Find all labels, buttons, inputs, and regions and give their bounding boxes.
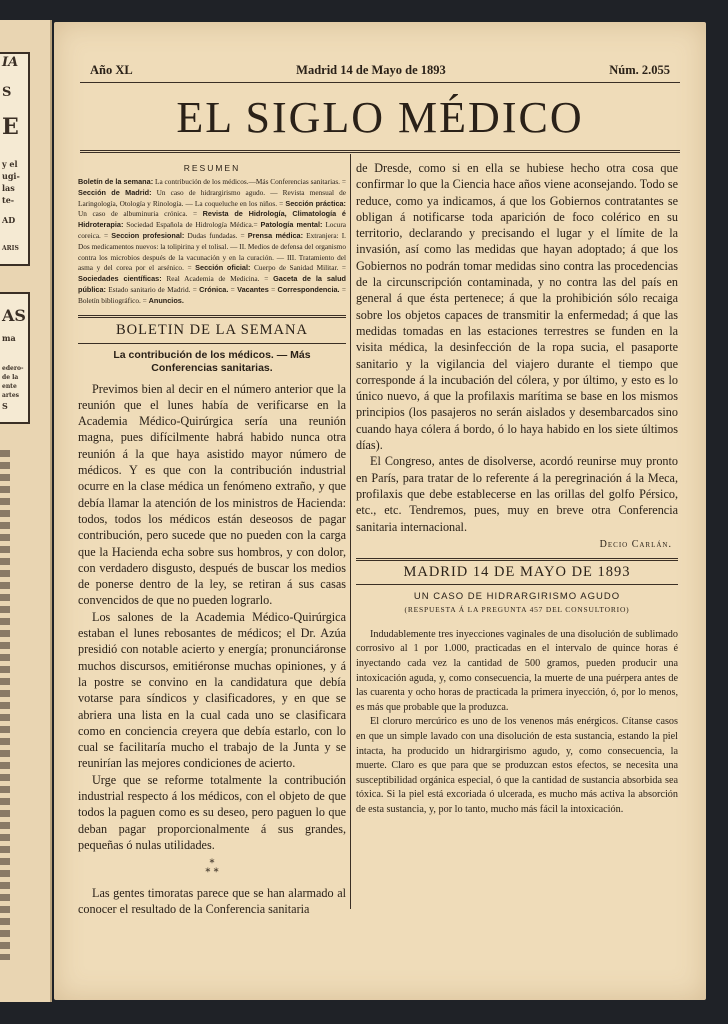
- right-column: [356, 160, 678, 818]
- header-rule: [80, 82, 680, 83]
- left-page-text: artes: [2, 392, 20, 399]
- resumen-heading: RESUMEN: [183, 163, 241, 173]
- left-page-text: ARIS: [2, 245, 19, 252]
- resumen-item-text: =: [268, 284, 278, 294]
- resumen-item-label: Crónica.: [199, 284, 229, 294]
- left-page-text: AS: [2, 306, 26, 325]
- resumen-item-text: Estado sanitario de Madrid. =: [105, 284, 200, 294]
- resumen-item-text: La contribución de los médicos.—Más Conferencias sanitarias. =: [153, 177, 346, 186]
- case-body: [356, 628, 678, 818]
- masthead-title: EL SIGLO MÉDICO: [176, 93, 584, 142]
- boletin-paragraph: Las gentes timoratas parece que se han alarmado al conocer el resultado de la Conferencia sanitaria: [78, 886, 346, 917]
- resumen-item-label: Patología mental:: [260, 220, 323, 230]
- newspaper-page: [54, 22, 706, 1000]
- case-subtitle: (RESPUESTA Á LA PREGUNTA 457 DEL CONSULTORIO): [404, 604, 630, 614]
- author-signature: Decio Carlán.: [599, 538, 672, 550]
- issue-number: Núm. 2.055: [609, 63, 670, 77]
- conference-paragraph: de Dresde, como si en ella se hubiese hecho otra cosa que confirmar lo que la Ciencia hace años viene aconsejando. Todo se reduce, como ya indicamos, á que los Gobiernos contratantes se obligan á notificarse toda aparición de foco colérico en su territorio, declarando y precisando el lugar y el límite de la invasión, así como las medidas que hayan adoptado; á que los Gobiernos no podrán tomar medidas sino contra las procedencias de la circunscripción contaminada, y no contra las del país en general á que ésta pertenece; á que la prohibición sólo recaiga sobre los objetos capaces de transmitir la enfermedad; á que las medidas tomadas en las estaciones terrestres se funden en la visita médica, la desinfección de la ropa sucia, el pasaporte sanitario y la vigilancia del viajero durante el tiempo que corresponde á la incubación del cólera, y por último, y esto es lo único nuevo, á que la profilaxis marítima se base en los mismos principios (los pasajeros no serán aislados y desembarcados sino cuando haya cólera á bordo, ó lo haya habido en los siete últimos días).: [356, 161, 678, 453]
- resumen-item-label: Correspondencia.: [277, 284, 340, 294]
- resumen-item-text: Un caso de hidrargirismo agudo. — Revista mensual de Laringología, Otología y Rinología. — La coqueluche en los niños. =: [78, 187, 346, 208]
- left-page-text: AD: [2, 215, 16, 225]
- conference-body: [356, 160, 678, 535]
- boletin-subtitle-line: Conferencias sanitarias.: [151, 361, 273, 374]
- boletin-continuation: [78, 885, 346, 918]
- issue-header: [90, 63, 670, 78]
- issue-year: Año XL: [90, 63, 133, 77]
- left-page-ad-box-2: [0, 292, 30, 424]
- resumen-item-text: Cuerpo de Sanidad Militar. =: [250, 263, 346, 273]
- resumen-item-text: Real Academia de Medicina. =: [161, 274, 274, 284]
- resumen-item-label: Prensa médica:: [247, 230, 304, 240]
- resumen-item-text: Extranjera: I. Dos medicamentos nuevos: la tolipirina y el tolisal. — II. Medios de defensa del organismo contra los microbios después de la vacunación y en la curación. — III. Tratamiento del asma y del corea por el arsénico. =: [78, 230, 346, 273]
- left-page-text: ente: [2, 383, 17, 390]
- left-page-text: ugi-: [2, 171, 20, 181]
- column-divider: [350, 154, 351, 909]
- left-page-text: ma: [2, 333, 16, 343]
- case-paragraph: El cloruro mercúrico es uno de los venenos más enérgicos. Cítanse casos en que un simple lavado con una disolución de esta sustancia, estando la piel intacta, ha producido un hidrargirismo agudo, y, como consecuencia, la muerte. Claro es que para que se produzcan estos efectos, se necesita una susceptibilidad orgánica especial, ó que la cantidad de sustancia absorbida sea tóxica. Si la piel está excoriada ó ulcerada, es mucho más activa la absorción de esta sustancia, y, por lo tanto, mucho más fácil la intoxicación.: [356, 716, 678, 815]
- page-binding: [0, 450, 10, 960]
- resumen-item-text: Sociedad Española de Hidrología Médica.=: [123, 220, 261, 230]
- left-page-text: E: [2, 114, 19, 140]
- left-page-text: S: [2, 85, 12, 100]
- case-title: UN CASO DE HIDRARGIRISMO AGUDO: [413, 590, 621, 602]
- boletin-subtitle-line: La contribución de los médicos. — Más: [113, 348, 311, 361]
- resumen-item-text: Un caso de albuminuria crónica. =: [78, 209, 203, 219]
- resumen-item-label: Anuncios.: [148, 295, 184, 305]
- boletin-section-title: BOLETIN DE LA SEMANA: [78, 315, 346, 344]
- resumen-item-label: Gaceta de la salud pública:: [78, 274, 346, 294]
- boletin-body: [78, 381, 346, 854]
- case-paragraph: Indudablemente tres inyecciones vaginales de una disolución de sublimado corrosivo al 1 por 1.000, practicadas en el intervalo de quince horas é inyectando cada vez la cantidad de 500 gramos, pueden producir una intoxicación aguda, y, como consecuencia, la muerte de una puérpera antes de las cuarenta y ocho horas de practicada la primera inyección, ó, por lo menos, es más que probable que la produzca.: [356, 628, 678, 713]
- resumen-item-label: Sección de Madrid:: [78, 187, 152, 197]
- boletin-subtitle: [78, 349, 346, 375]
- boletin-paragraph: Previmos bien al decir en el número anterior que la reunión que el lunes había de verificarse en la Academia Médico-Quirúrgica sería una reunión magna, pues difícilmente habrá habido nunca otra reunión á la que haya asistido mayor número de médicos. Y es que con la contribución industrial ocurre en la clase médica un fenómeno extraño, y que debía llamar la atención de los ministros de Hacienda: todos, todos los médicos están deseosos de pagar contribución, pero sucede que no pueden con la carga que la Hacienda echa sobre sus hombros, y con dolor, con verdadero disgusto, después de buscar los medios de ponerse dentro de la ley, se retiran á sus casas convencidos de que no pueden lograrlo.: [78, 381, 346, 608]
- left-facing-page: [0, 20, 52, 1002]
- resumen-item-label: Sección oficial:: [195, 263, 251, 273]
- resumen-item-label: Vacantes: [237, 284, 269, 294]
- left-page-text: y el: [2, 159, 18, 169]
- resumen-item-text: = Boletín bibliográfico. =: [78, 284, 346, 305]
- resumen-item-label: Sección práctica:: [285, 198, 346, 208]
- resumen-item-text: =: [228, 284, 238, 294]
- left-column: [78, 160, 346, 918]
- left-page-text: las: [2, 183, 15, 193]
- resumen-item-text: Dudas fundadas. =: [184, 230, 248, 240]
- madrid-date-heading: MADRID 14 DE MAYO DE 1893: [356, 558, 678, 585]
- left-page-ad-box-1: [0, 52, 30, 266]
- left-page-text: S: [2, 401, 8, 411]
- boletin-paragraph: Urge que se reforme totalmente la contribución industrial respecto á los médicos, con el objeto de que todos la paguen como es su deseo, pero paguen lo que deban pagar proporcionalmente á sus grandes, pequeñas ó nulas utilidades.: [78, 772, 346, 852]
- boletin-paragraph: Los salones de la Academia Médico-Quirúrgica estaban el lunes rebosantes de médicos; el Dr. Azúa presidió con notable acierto y energía; pronunciáronse muchos discursos, emitiéronse muchas opiniones, y á la postre se convino en la candidatura que debía votarse para síndicos y clasificadores, y en que se abriera una lista en la cual cada uno se clasificara como en conciencia creyera que debía estarlo, con lo cual se facilitaría mucho el trabajo de la Junta y se reunirían las mejores condiciones de acierto.: [78, 609, 346, 771]
- resumen-item-label: Boletín de la semana:: [78, 177, 154, 186]
- left-page-text: edero-: [2, 365, 24, 372]
- issue-date: Madrid 14 de Mayo de 1893: [296, 63, 446, 77]
- resumen-item-text: Locura coreica. =: [78, 220, 346, 240]
- left-page-text: IA: [2, 55, 19, 70]
- conference-paragraph: El Congreso, antes de disolverse, acordó reunirse muy pronto en París, para tratar de lo referente á la peregrinación á la Meca, profilaxis que debe establecerse en las orillas del golfo Pérsico, etc., etc. Tendremos, pues, muy en breve otra Conferencia sanitaria internacional.: [356, 454, 678, 534]
- asterism-divider: * * *: [205, 858, 219, 879]
- resumen-item-label: Revista de Hidrología, Climatología é Hidroterapia:: [78, 209, 346, 230]
- resumen-item-label: Seccion profesional:: [111, 230, 185, 240]
- masthead-rule: [80, 150, 680, 153]
- resumen-item-label: Sociedades científicas:: [78, 274, 162, 284]
- left-page-text: te-: [2, 195, 15, 205]
- resumen-body: [78, 177, 346, 307]
- left-page-text: de la: [2, 374, 19, 381]
